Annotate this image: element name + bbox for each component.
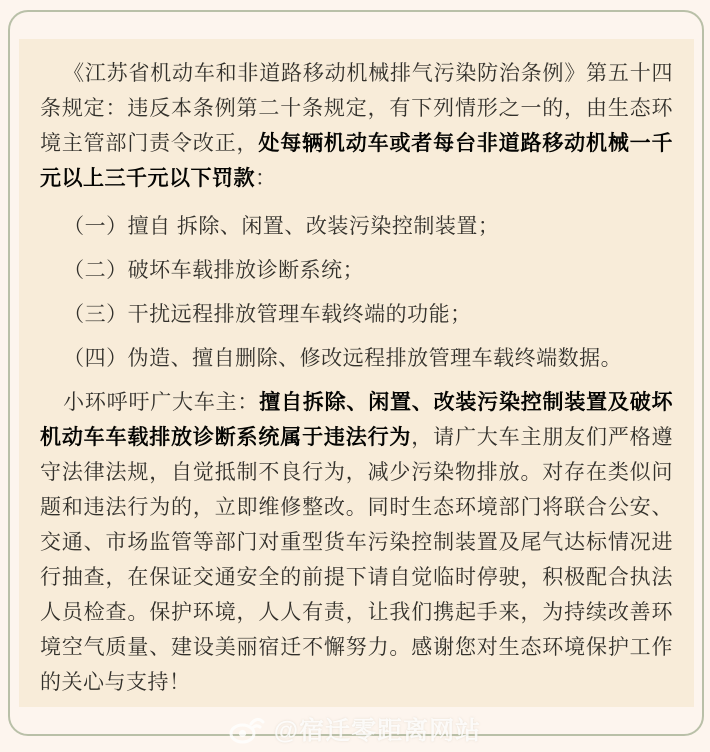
list-item: （一）擅自 拆除、闲置、改装污染控制装置； xyxy=(63,215,500,238)
paragraph: 小环呼吁广大车主：擅自拆除、闲置、改装污染控制装置及破坏机动车车载排放诊断系统属于违法行为，请广大车主朋友们严格遵守法律法规，自觉抵制不良行为，减少污染物排放。对存在类似问题和违法行为的，立即维修整改。同时生态环境部门将联合公安、交通、市场监管等部门对重型货车污染控制装置及尾气达标情况进行抽查，在保证交通安全的前提下请自觉临时停驶，积极配合执法人员检查。保护环境，人人有责，让我们携起手来，为持续改善环境空气质量、建设美丽宿迁不懈努力。感谢您对生态环境保护工作的关心与支持！ xyxy=(40,391,674,694)
paragraph: 《江苏省机动车和非道路移动机械排气污染防治条例》第五十四条规定：违反本条例第二十条规定，有下列情形之一的，由生态环境主管部门责令改正，处每辆机动车或者每台非道路移动机械一千元以上三千元以下罚款： xyxy=(40,62,674,190)
list-item: （四）伪造、擅自删除、修改远程排放管理车载终端数据。 xyxy=(63,347,623,370)
list-item: （二）破坏车载排放诊断系统； xyxy=(63,259,365,282)
watermark-handle: @宿迁零距离网站 xyxy=(273,717,482,745)
list-item: （三）干扰远程排放管理车载终端的功能； xyxy=(63,303,472,326)
notice-text-panel xyxy=(19,39,694,707)
